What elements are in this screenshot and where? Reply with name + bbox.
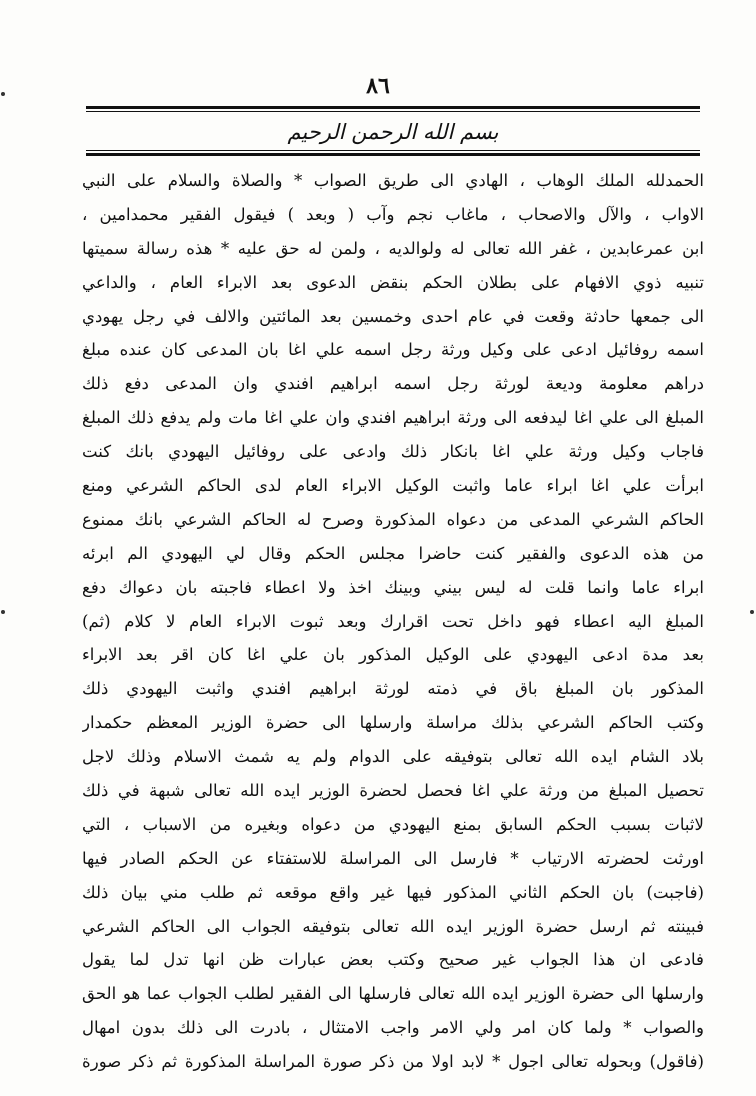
text-line: من هذه الدعوى والفقير كنت حاضرا مجلس الحكم وقال لي اليهودي الم ابرئه xyxy=(82,543,704,563)
page-number: ٨٦ xyxy=(366,73,390,99)
text-line: (فاجبت) بان الحكم الثاني المذكور فيها غير واقع موقعه ثم طلب مني بيان ذلك xyxy=(82,882,704,902)
text-line: تحصيل المبلغ من ورثة علي اغا فحصل لحضرة الوزير ايده الله تعالى شبهة في ذلك xyxy=(82,781,704,801)
text-line: المبلغ الى علي اغا ليدفعه الى ورثة ابراهيم افندي وان علي اغا مات ولم يدفع ذلك المبلغ xyxy=(82,408,704,428)
text-line: المذكور بان المبلغ باق في ذمته لورثة ابراهيم افندي واثبت اليهودي ذلك xyxy=(82,679,704,699)
text-line: اسمه روفائيل ادعى على وكيل ورثة رجل اسمه علي اغا بان المدعى كان عنده مبلغ xyxy=(82,340,704,360)
text-line: فاجاب وكيل ورثة علي اغا بانكار ذلك وادعى على روفائيل اليهودي بانك كنت xyxy=(82,442,704,462)
text-line: اورثت لحضرته الارتياب * فارسل الى المراسلة للاستفتاء عن الحكم الصادر فيها xyxy=(82,848,704,868)
text-line: تنبيه ذوي الافهام على بطلان الحكم بنقض الدعوى بعد الابراء العام ، والداعي xyxy=(82,272,704,292)
scan-edge-mark xyxy=(1,92,5,96)
text-line: لاثبات بسبب الحكم السابق بمنع اليهودي من دعواه وبغيره من الاسباب ، التي xyxy=(82,814,704,834)
text-line: الاواب ، والآل والاصحاب ، ماغاب نجم وآب ( وبعد ) فيقول الفقير محمدامين ، xyxy=(82,204,704,224)
text-line: (فاقول) وبحوله تعالى اجول * لابد اولا من ذكر صورة المراسلة المذكورة ثم ذكر صورة xyxy=(82,1052,704,1072)
text-line: الحاكم الشرعي المدعى من دعواه المذكورة وصرح له الحاكم الشرعي بانك ممنوع xyxy=(82,509,704,529)
text-line: ابراء عاما وانما قلت له ليس بيني وبينك اخذ ولا اعطاء فاجبته بان دعواك دفع xyxy=(82,577,704,597)
header-rule-top-thin xyxy=(86,111,700,112)
header-rule-bottom-thin xyxy=(86,150,700,151)
text-line: بلاد الشام ايده الله تعالى بتوفيقه على الدوام ولم يه شمث الاسلام وذلك لاجل xyxy=(82,747,704,767)
text-line: فبينته ثم ارسل حضرة الوزير ايده الله تعالى بتوفيقه الجواب الى الحاكم الشرعي xyxy=(82,916,704,936)
text-line: دراهم معلومة وديعة لورثة رجل اسمه ابراهيم افندي وان المدعى دفع ذلك xyxy=(82,374,704,394)
text-line: المبلغ اليه اعطاء فهو داخل تحت اقرارك وبعد ثبوت الابراء العام لا كلام (ثم) xyxy=(82,611,704,631)
text-line: بعد مدة ادعى اليهودي على الوكيل المذكور بان علي اغا كان اقر بعد الابراء xyxy=(82,645,704,665)
text-line: وارسلها الى حضرة الوزير ايده الله تعالى فارسلها الى الفقير لطلب الجواب عما هو الحق xyxy=(82,984,704,1004)
body-text xyxy=(82,164,704,1079)
text-line: والصواب * ولما كان امر ولي الامر واجب الامتثال ، بادرت الى ذلك بدون امهال xyxy=(82,1018,704,1038)
text-line: وكتب الحاكم الشرعي بذلك مراسلة وارسلها الى حضرة الوزير المعظم حكمدار xyxy=(82,713,704,733)
text-line: ابرأت علي اغا ابراء عاما واثبت الوكيل الابراء العام لدى الحاكم الشرعي ومنع xyxy=(82,476,704,496)
basmala-heading: بسم الله الرحمن الرحيم xyxy=(287,120,499,144)
scan-edge-mark xyxy=(750,610,754,614)
header-rule-top-thick xyxy=(86,106,700,109)
text-line: الى جمعها حادثة وقعت في عام احدى وخمسين بعد المائتين والالف في رجل يهودي xyxy=(82,306,704,326)
header-rule-bottom-thick xyxy=(86,153,700,156)
text-line: فادعى ان هذا الجواب غير صحيح وكتب بعض عبارات ظن انها تدل لما يقول xyxy=(82,950,704,970)
text-line: ابن عمرعابدين ، غفر الله تعالى له ولوالديه ، ولمن له حق عليه * هذه رسالة سميتها xyxy=(82,238,704,258)
text-line: الحمدلله الملك الوهاب ، الهادي الى طريق الصواب * والصلاة والسلام على النبي xyxy=(82,171,704,190)
scan-edge-mark xyxy=(1,610,5,614)
